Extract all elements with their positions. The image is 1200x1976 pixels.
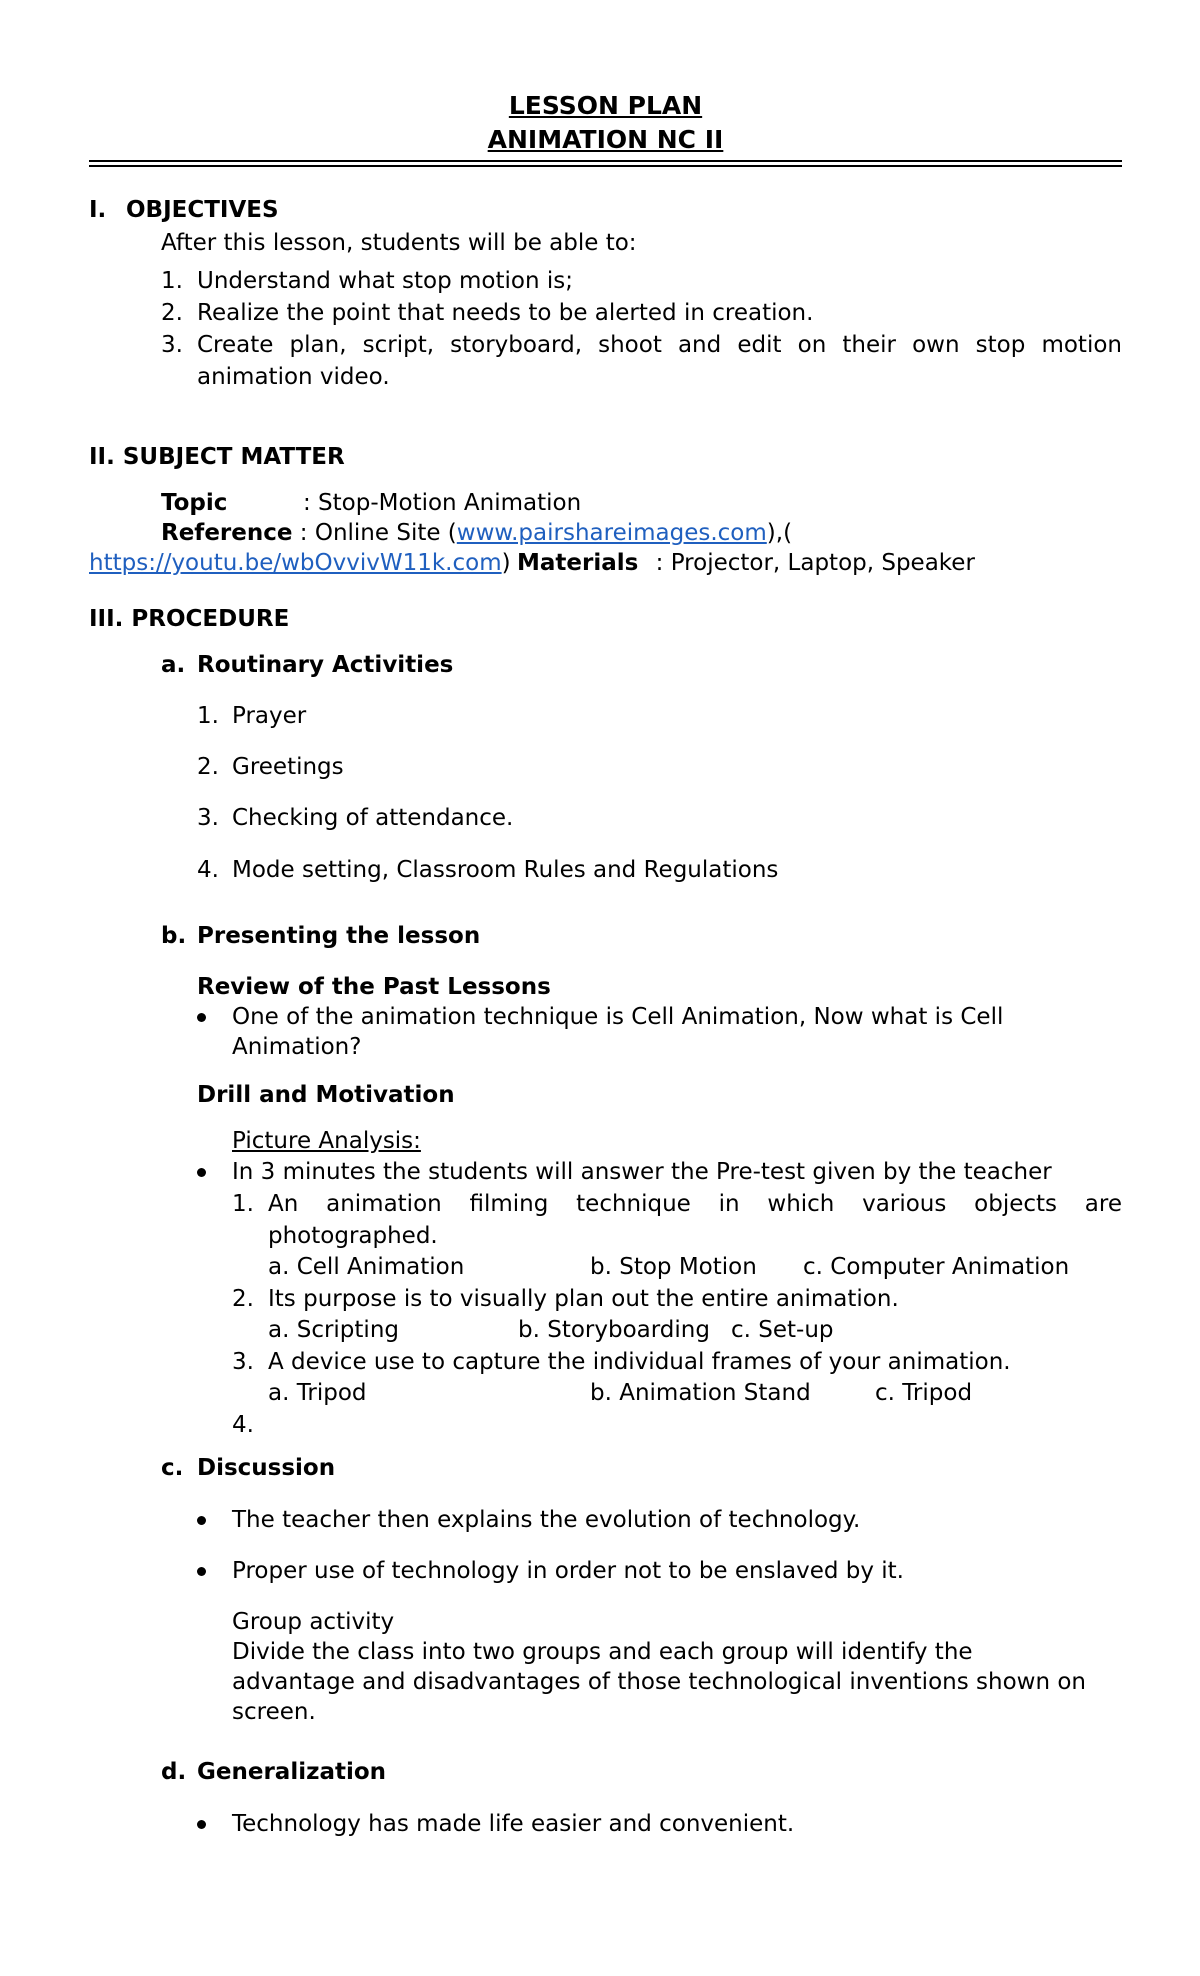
topic-value: : Stop-Motion Animation: [303, 490, 582, 516]
reference-prefix: : Online Site (: [299, 520, 457, 546]
section-d-title: Generalization: [197, 1759, 387, 1785]
question-text-cont: photographed.: [268, 1223, 438, 1249]
question-option-c: c. Tripod: [875, 1380, 973, 1406]
section-b-letter: b.: [161, 923, 187, 949]
reference-close: ): [501, 550, 511, 576]
bullet-icon: [197, 1168, 206, 1177]
materials-label: Materials: [517, 550, 639, 576]
reference-label: Reference: [161, 520, 293, 546]
question-num: 1.: [232, 1191, 254, 1217]
review-text: One of the animation technique is Cell Animation, Now what is Cell Animation?: [232, 1004, 1004, 1060]
generalization-bullet: Technology has made life easier and convenient.: [232, 1811, 795, 1837]
question-num: 2.: [232, 1286, 254, 1312]
discussion-bullet: Proper use of technology in order not to be enslaved by it.: [232, 1558, 904, 1584]
objectives-intro: After this lesson, students will be able to:: [161, 230, 637, 256]
picture-analysis-label: Picture Analysis:: [232, 1128, 421, 1154]
routine-item: Greetings: [232, 754, 344, 780]
bullet-icon: [197, 1820, 206, 1829]
objectives-heading-num: I.: [89, 197, 107, 223]
section-a-title: Routinary Activities: [197, 652, 454, 678]
reference-line: [161, 518, 792, 548]
section-d-letter: d.: [161, 1759, 187, 1785]
routine-item: Checking of attendance.: [232, 805, 514, 831]
discussion-bullet: The teacher then explains the evolution of technology.: [232, 1507, 861, 1533]
reference-line-2: [89, 548, 511, 578]
objectives-heading: OBJECTIVES: [126, 197, 279, 223]
routine-item: Prayer: [232, 703, 307, 729]
section-c-title: Discussion: [197, 1455, 336, 1481]
objective-text: Understand what stop motion is;: [197, 268, 573, 294]
objective-text: Realize the point that needs to be alerted in creation.: [197, 300, 814, 326]
routine-num: 4.: [197, 857, 219, 883]
question-text: A device use to capture the individual frames of your animation.: [268, 1349, 1011, 1375]
question-option-b: b. Stop Motion: [590, 1254, 757, 1280]
bullet-icon: [197, 1013, 206, 1022]
objective-num: 2.: [161, 300, 183, 326]
question-option-a: a. Cell Animation: [268, 1254, 465, 1280]
header-rule-top: [89, 160, 1122, 162]
section-b-title: Presenting the lesson: [197, 923, 481, 949]
question-option-b: b. Animation Stand: [590, 1380, 811, 1406]
question-num: 4.: [232, 1412, 254, 1438]
reference-link-1[interactable]: www.pairshareimages.com: [456, 520, 767, 546]
objective-num: 3.: [161, 332, 183, 358]
routine-num: 3.: [197, 805, 219, 831]
question-option-b: b. Storyboarding: [518, 1317, 710, 1343]
question-num: 3.: [232, 1349, 254, 1375]
bullet-icon: [197, 1516, 206, 1525]
pretest-text: In 3 minutes the students will answer the Pre-test given by the teacher: [232, 1159, 1052, 1185]
subject-matter-heading: II. SUBJECT MATTER: [89, 444, 345, 470]
question-option-a: a. Tripod: [268, 1380, 367, 1406]
document-subtitle: ANIMATION NC II: [487, 125, 724, 154]
section-a-letter: a.: [161, 652, 186, 678]
drill-title: Drill and Motivation: [197, 1082, 455, 1108]
routine-num: 1.: [197, 703, 219, 729]
section-c-letter: c.: [161, 1455, 184, 1481]
question-text: An animation filming technique in which various objects are: [268, 1191, 1122, 1217]
question-option-c: c. Set-up: [731, 1317, 834, 1343]
materials-line: [517, 548, 975, 578]
question-option-c: c. Computer Animation: [803, 1254, 1070, 1280]
routine-item: Mode setting, Classroom Rules and Regulations: [232, 857, 779, 883]
routine-num: 2.: [197, 754, 219, 780]
objective-text-cont: animation video.: [197, 364, 390, 390]
materials-value: : Projector, Laptop, Speaker: [655, 550, 975, 576]
reference-link-separator: ),(: [766, 520, 793, 546]
group-activity-text: Divide the class into two groups and each group will identify the advantage and disadvantages of those technological inventions shown on screen.: [232, 1639, 1086, 1725]
review-title: Review of the Past Lessons: [197, 974, 551, 1000]
topic-label: Topic: [161, 490, 228, 516]
group-activity-title: Group activity: [232, 1609, 395, 1635]
document-title: LESSON PLAN: [508, 91, 703, 120]
objective-num: 1.: [161, 268, 183, 294]
bullet-icon: [197, 1567, 206, 1576]
reference-link-2[interactable]: https://youtu.be/wbOvvivW11k.com: [89, 550, 502, 576]
question-text: Its purpose is to visually plan out the entire animation.: [268, 1286, 899, 1312]
header-rule-bottom: [89, 165, 1122, 167]
procedure-heading: III. PROCEDURE: [89, 606, 290, 632]
objective-text: Create plan, script, storyboard, shoot and edit on their own stop motion: [197, 332, 1122, 358]
question-option-a: a. Scripting: [268, 1317, 399, 1343]
